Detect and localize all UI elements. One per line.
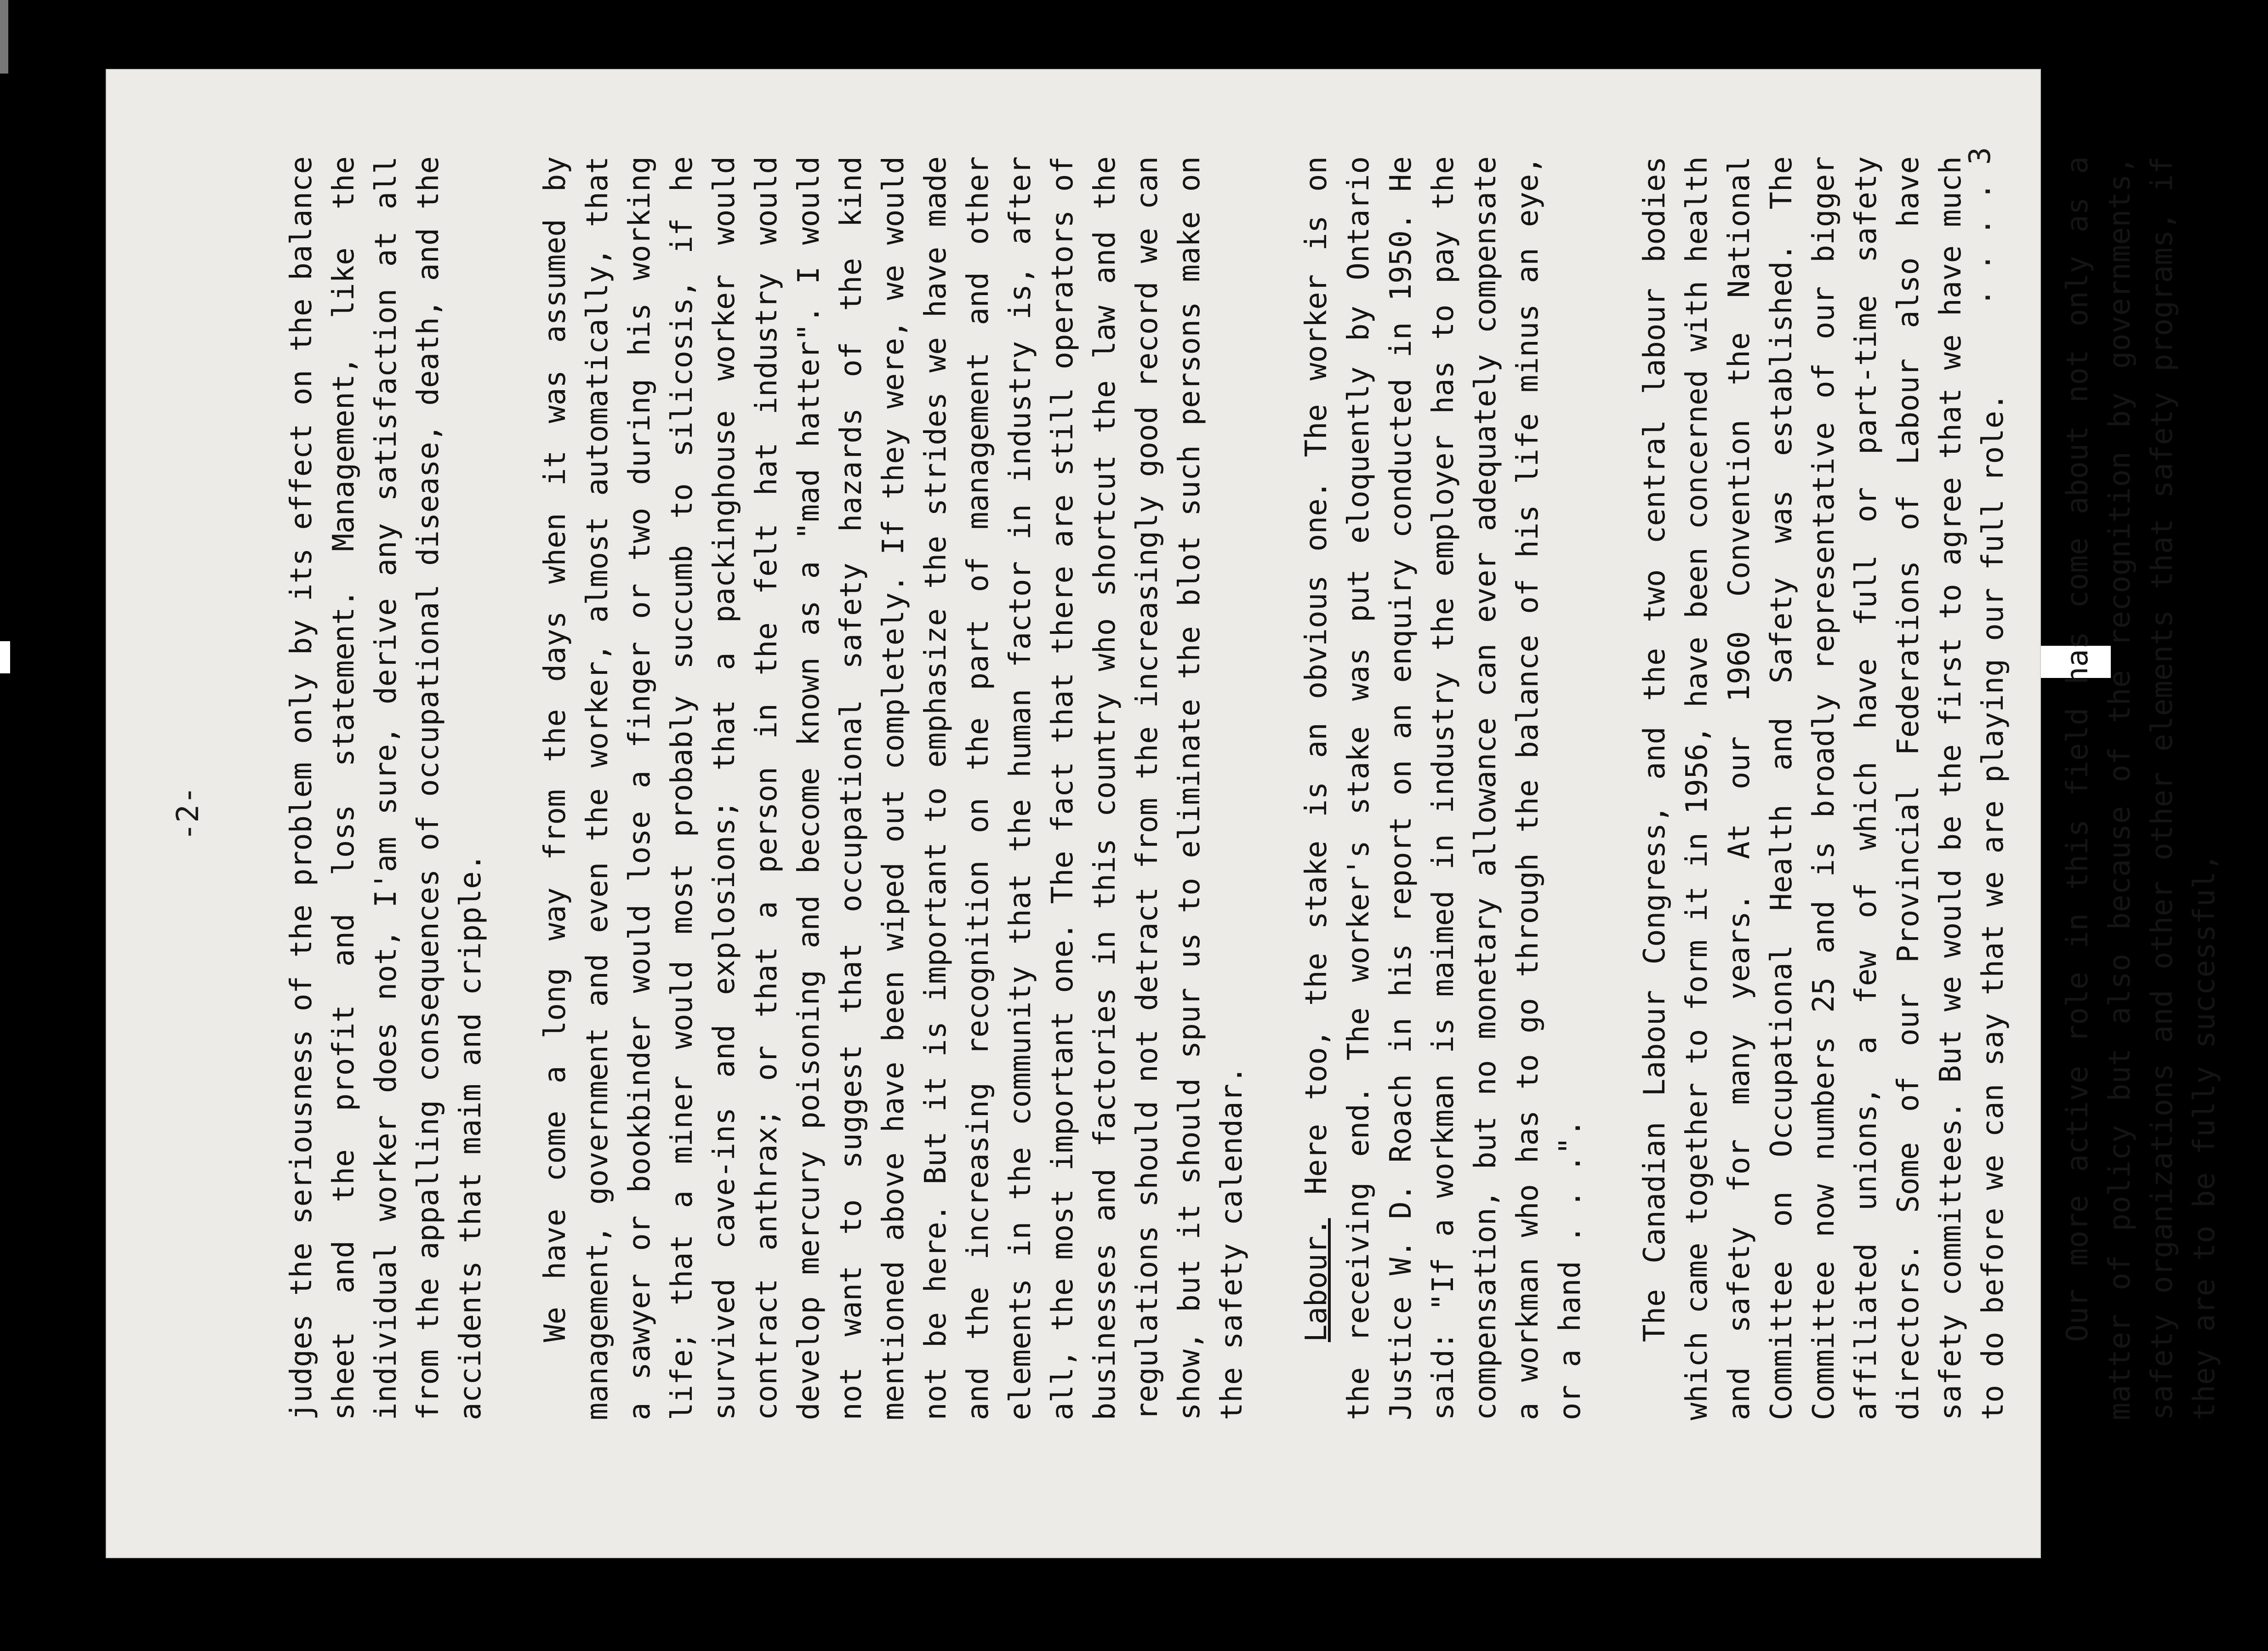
paragraph-5-text: Our more active role in this field has come about not only as a matter of policy but also because of the recognition by governments, safety organizations and other other elements that safety programs, if they are to be fully successful, — [2061, 156, 2222, 1420]
document-body — [280, 156, 2268, 1420]
paragraph-5 — [2057, 156, 2226, 1420]
paragraph-2 — [534, 156, 1253, 1420]
paragraph-1 — [280, 156, 492, 1420]
paragraph-4-text: The Canadian Labour Congress, and the two central labour bodies which came together to form it in 1956, have been concerned with health and safety for many years. At our 1960 Convention the National Committee on Occupational Health and Safety was established. The Committee now numbers 25 and is broadly representative of our bigger affiliated unions, a few of which have full or part-time safety directors. Some of our Provincial Federations of Labour also have safety committees. But we would be the first to agree that we have much to do before we can say that we are playing our full role. — [1638, 156, 2010, 1420]
paragraph-4 — [1634, 156, 2014, 1420]
paragraph-1-text: judges the seriousness of the problem only by its effect on the balance sheet and the profit and loss statement. Management, like the individual worker does not, I'am sure, derive any satisfaction at all from the appalling consequences of occupational disease, death, and the accidents that maim and cripple. — [285, 156, 488, 1420]
film-edge-mark-corner — [0, 0, 8, 74]
paragraph-3-text: Here too, the stake is an obvious one. The worker is on the receiving end. The worker's stake was put eloquently by Ontario Justice W. D. Roach in his report on an enquiry conducted in 1950. He said: "If a workman is maimed in industry the employer has to pay the compensation, but no monetary allowance can ever adequately compensate a workman who has to go through the balance of his life minus an eye, or a hand . . .". — [1299, 156, 1587, 1420]
section-heading-labour: Labour. — [1299, 1218, 1333, 1342]
film-edge-mark-left — [0, 641, 10, 673]
paragraph-3 — [1295, 156, 1591, 1420]
paragraph-2-text: We have come a long way from the days when it was assumed by management, government and even the worker, almost automatically, that a sawyer or bookbinder would lose a finger or two during his working life; that a miner would most probably succumb to silicosis, if he survived cave-ins and explosions; that a packinghouse worker would contract anthrax; or that a person in the felt hat industry would develop mercury poisoning and become known as a "mad hatter". I would not want to suggest that occupational safety hazards of the kind mentioned above have been wiped out completely. If they were, we would not be here. But it is important to emphasize the strides we have made and the increasing recognition on the part of management and other elements in the community that the human factor in industry is, after all, the most important one. The fact that there are still operators of businesses and factories in this country who shortcut the law and the regulations should not detract from the increasingly good record we can show, but it should spur us to eliminate the blot such persons make on the safety calendar. — [538, 156, 1249, 1420]
scanned-page — [106, 69, 2222, 1558]
page-number: -2- — [170, 786, 205, 841]
rotated-typed-sheet — [106, 69, 2222, 1558]
continuation-marker: . . . . 3 — [1963, 147, 1997, 307]
